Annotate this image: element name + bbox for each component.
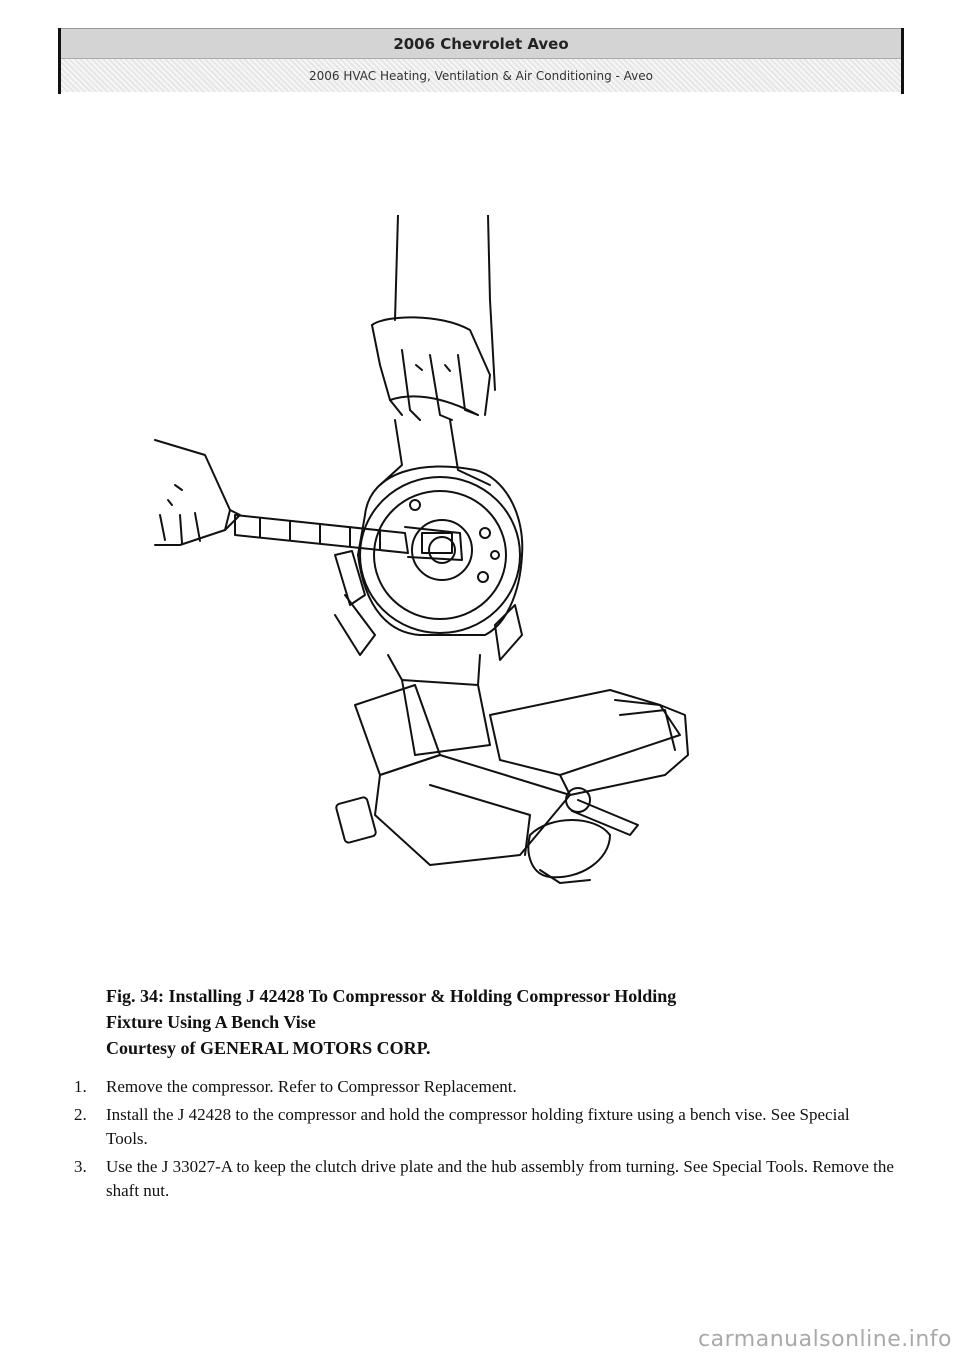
bench-vise (335, 685, 688, 883)
caption-line-1: Fig. 34: Installing J 42428 To Compressor & Holding Compressor Holding (106, 986, 677, 1006)
step-text: Remove the compressor. Refer to Compressor Replacement. (106, 1077, 517, 1096)
step-number: 3. (74, 1157, 87, 1176)
hand-left (155, 440, 240, 545)
step-text: Use the J 33027-A to keep the clutch drive plate and the hub assembly from turning. See Special Tools. Remove the shaft nut. (106, 1157, 894, 1200)
step-number: 1. (74, 1077, 87, 1096)
wrench (235, 515, 462, 560)
header-subtitle: 2006 HVAC Heating, Ventilation & Air Conditioning - Aveo (61, 59, 901, 92)
caption-line-3: Courtesy of GENERAL MOTORS CORP. (106, 1038, 431, 1058)
page-header (58, 28, 904, 94)
figure-caption (106, 983, 846, 1061)
list-item (74, 1155, 894, 1203)
list-item (74, 1103, 894, 1151)
header-border-right (901, 28, 904, 94)
procedure-steps (74, 1075, 894, 1207)
step-number: 2. (74, 1105, 87, 1124)
holding-fixture (335, 420, 522, 660)
hand-top (372, 215, 495, 420)
step-text: Install the J 42428 to the compressor and hold the compressor holding fixture using a bench vise. See Special Tools. (106, 1105, 850, 1148)
site-watermark: carmanualsonline.info (698, 1327, 952, 1352)
figure-illustration (140, 215, 700, 895)
caption-line-2: Fixture Using A Bench Vise (106, 1012, 316, 1032)
fixture-stem (388, 655, 490, 755)
header-title: 2006 Chevrolet Aveo (61, 28, 901, 59)
list-item (74, 1075, 894, 1099)
